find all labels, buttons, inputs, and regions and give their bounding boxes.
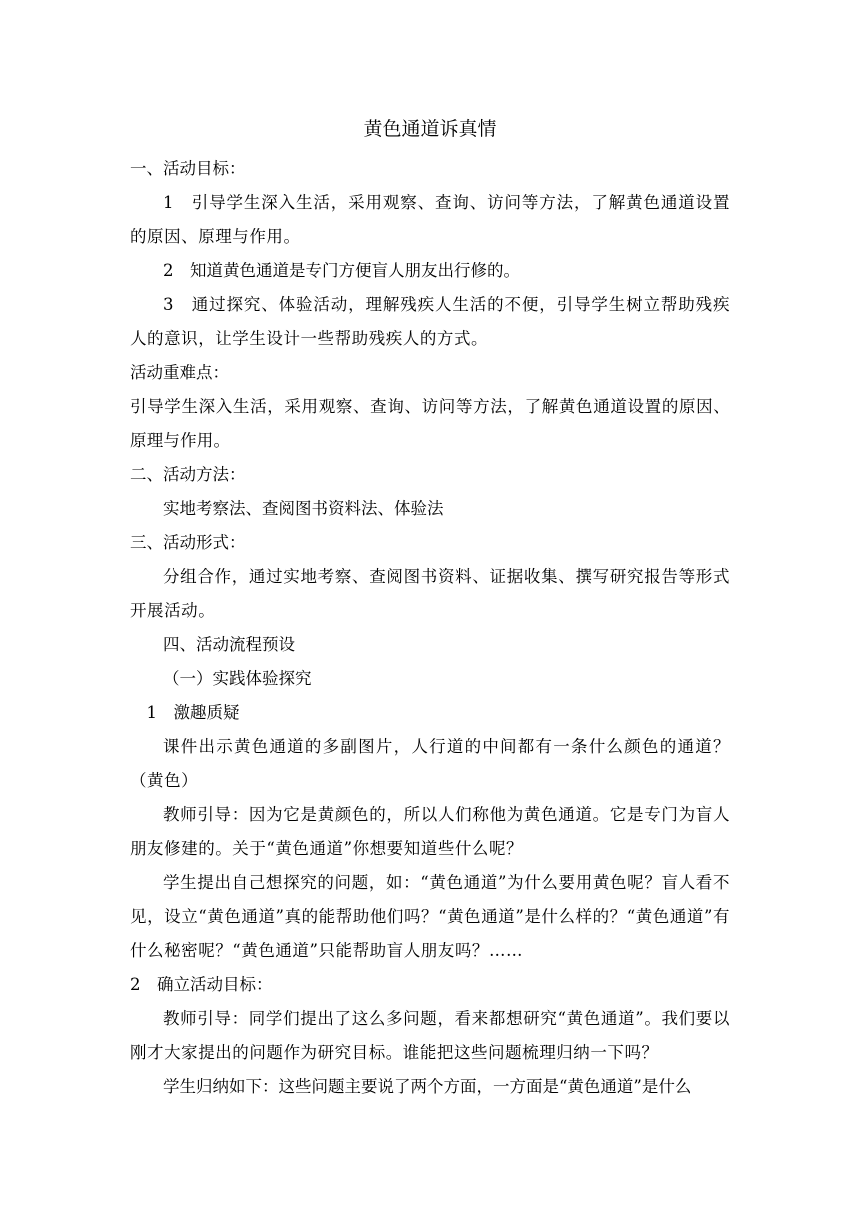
document-body (130, 152, 730, 1104)
goal-item-3: 3 通过探究、体验活动，理解残疾人生活的不便，引导学生树立帮助残疾人的意识，让学生设计一些帮助残疾人的方式。 (130, 295, 730, 348)
forms-text: 分组合作，通过实地考察、查阅图书资料、证据收集、撰写研究报告等形式开展活动。 (130, 567, 730, 620)
section-heading-methods: 二、活动方法： (130, 465, 246, 484)
goal-item-2: 2 知道黄色通道是专门方便盲人朋友出行修的。 (163, 261, 520, 280)
document-title: 黄色通道诉真情 (363, 118, 497, 140)
paragraph-courseware: 课件出示黄色通道的多副图片，人行道的中间都有一条什么颜色的通道？（黄色） (130, 737, 730, 790)
step-heading-2: 2 确立活动目标： (130, 975, 273, 994)
section-heading-process: 四、活动流程预设 (163, 635, 295, 654)
step-heading-1: 1 激趣质疑 (146, 703, 240, 722)
section-heading-key-points: 活动重难点： (130, 363, 229, 382)
section-heading-forms: 三、活动形式： (130, 533, 246, 552)
paragraph-teacher-guide-1: 教师引导：因为它是黄颜色的，所以人们称他为黄色通道。它是专门为盲人朋友修建的。关于“黄色通道”你想要知道些什么呢？ (130, 805, 730, 858)
paragraph-student-summary: 学生归纳如下：这些问题主要说了两个方面，一方面是“黄色通道”是什么 (163, 1077, 692, 1096)
section-heading-goals: 一、活动目标： (130, 159, 246, 178)
methods-text: 实地考察法、查阅图书资料法、体验法 (163, 499, 444, 518)
paragraph-student-questions: 学生提出自己想探究的问题，如：“黄色通道”为什么要用黄色呢？盲人看不见，设立“黄色通道”真的能帮助他们吗？“黄色通道”是什么样的？“黄色通道”有什么秘密呢？“黄色通道”只能帮助盲人朋友吗？…… (130, 873, 730, 960)
key-points-text: 引导学生深入生活，采用观察、查询、访问等方法，了解黄色通道设置的原因、原理与作用。 (130, 397, 730, 450)
goal-item-1: 1 引导学生深入生活，采用观察、查询、访问等方法，了解黄色通道设置的原因、原理与作用。 (130, 193, 730, 246)
paragraph-teacher-guide-2: 教师引导：同学们提出了这么多问题，看来都想研究“黄色通道”。我们要以刚才大家提出的问题作为研究目标。谁能把这些问题梳理归纳一下吗？ (130, 1009, 730, 1062)
subsection-heading-practice: （一）实践体验探究 (163, 669, 312, 688)
